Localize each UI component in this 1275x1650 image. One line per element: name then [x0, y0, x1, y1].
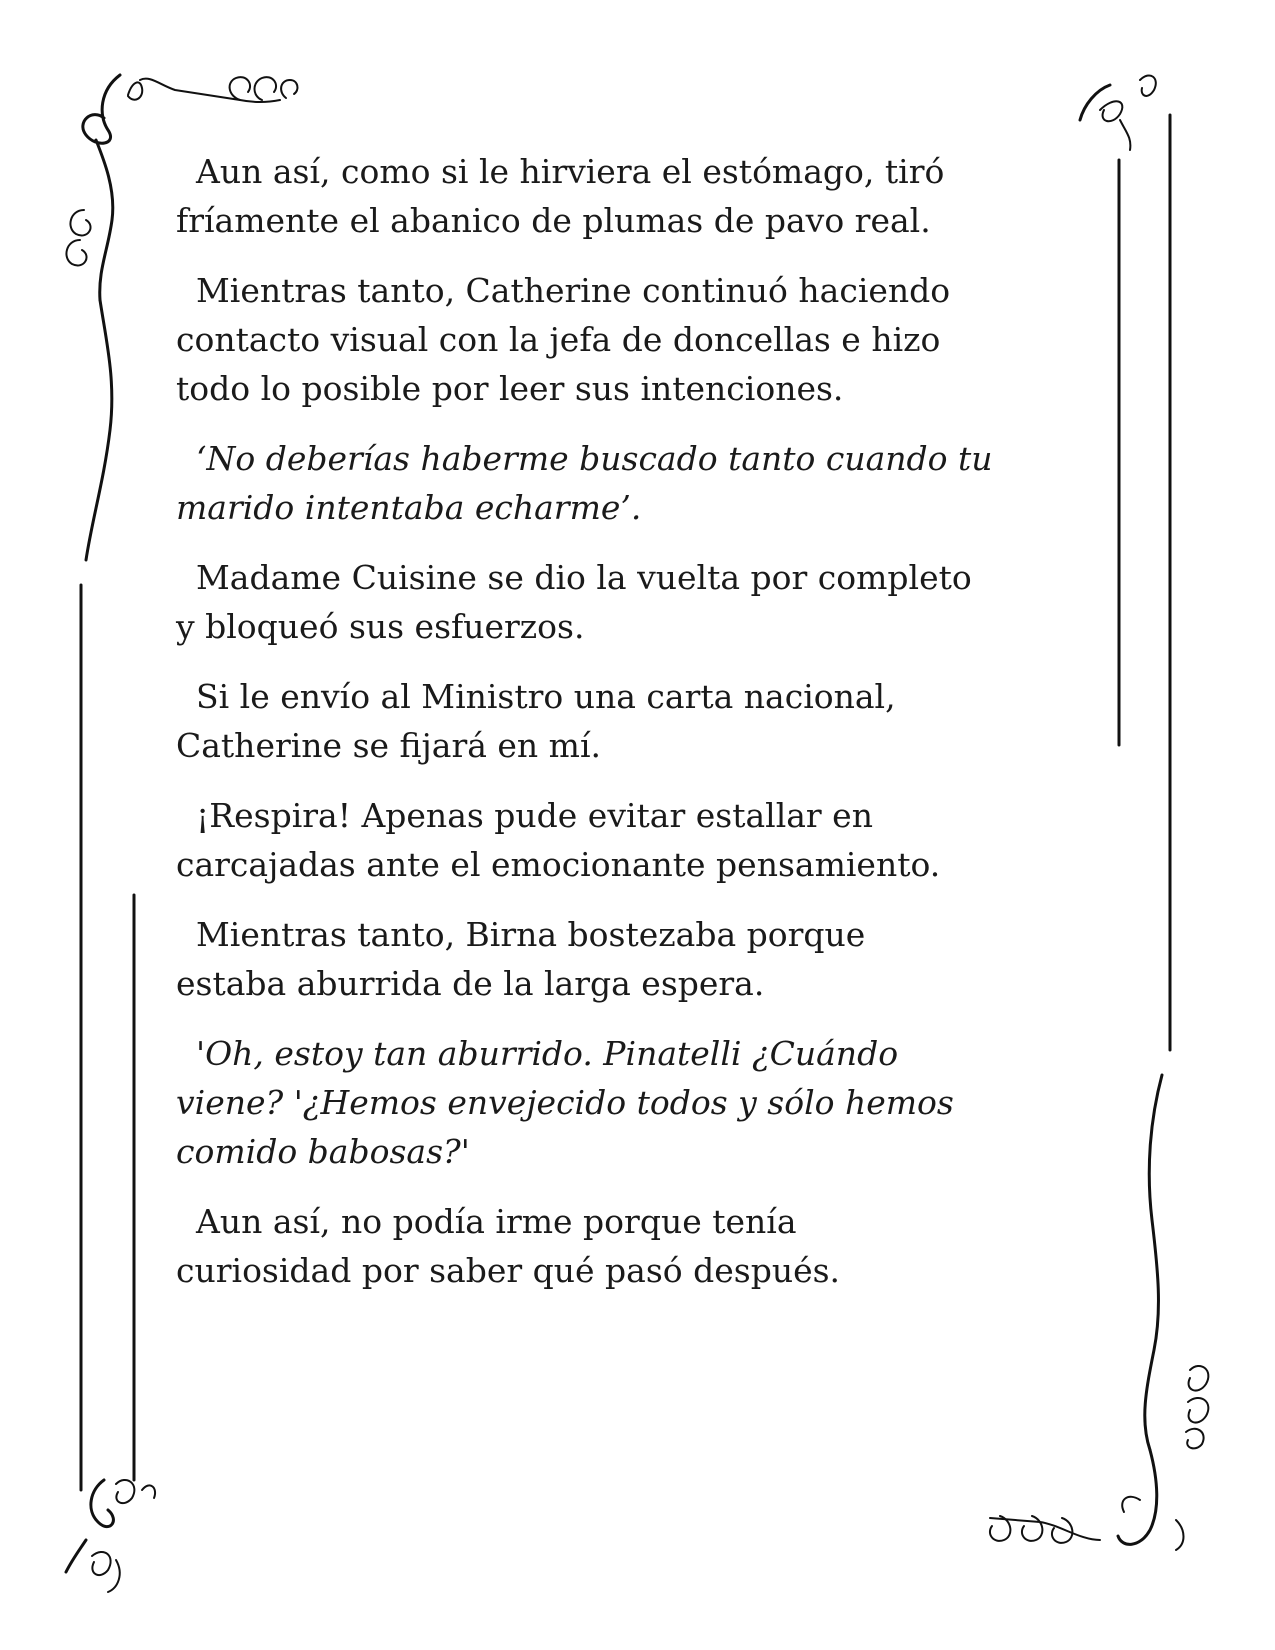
text-line: viene? '¿Hemos envejecido todos y sólo hemos	[176, 1083, 954, 1122]
text-line: marido intentaba echarme’.	[176, 488, 642, 527]
paragraph-italic	[176, 1029, 1106, 1176]
text-line: estaba aburrida de la larga espera.	[176, 964, 765, 1003]
paragraph	[176, 147, 1106, 245]
text-line: comido babosas?'	[176, 1132, 470, 1171]
paragraph	[176, 266, 1106, 413]
text-line: ¡Respira! Apenas pude evitar estallar en	[196, 796, 873, 835]
text-line: Aun así, como si le hirviera el estómago, tiró	[196, 152, 945, 191]
text-line: Mientras tanto, Birna bostezaba porque	[196, 915, 866, 954]
paragraph	[176, 791, 1106, 889]
paragraph	[176, 910, 1106, 1008]
text-line: todo lo posible por leer sus intenciones.	[176, 369, 844, 408]
paragraph	[176, 553, 1106, 651]
text-line: Aun así, no podía irme porque tenía	[196, 1202, 797, 1241]
text-line: carcajadas ante el emocionante pensamiento.	[176, 845, 941, 884]
text-line: curiosidad por saber qué pasó después.	[176, 1251, 841, 1290]
page-text	[176, 147, 1106, 1316]
text-line: 'Oh, estoy tan aburrido. Pinatelli ¿Cuándo	[196, 1034, 899, 1073]
text-line: Catherine se fijará en mí.	[176, 726, 601, 765]
text-line: contacto visual con la jefa de doncellas e hizo	[176, 320, 941, 359]
top-right-flourish-icon	[1080, 75, 1156, 150]
text-line: y bloqueó sus esfuerzos.	[176, 607, 585, 646]
paragraph	[176, 672, 1106, 770]
text-line: Si le envío al Ministro una carta nacional,	[196, 677, 896, 716]
paragraph-italic	[176, 434, 1106, 532]
paragraph	[176, 1197, 1106, 1295]
text-line: Mientras tanto, Catherine continuó haciendo	[196, 271, 951, 310]
text-line: Madame Cuisine se dio la vuelta por completo	[196, 558, 972, 597]
text-line: fríamente el abanico de plumas de pavo real.	[176, 201, 931, 240]
text-line: ‘No deberías haberme buscado tanto cuando tu	[196, 439, 993, 478]
bottom-left-flourish-icon	[66, 1480, 155, 1592]
